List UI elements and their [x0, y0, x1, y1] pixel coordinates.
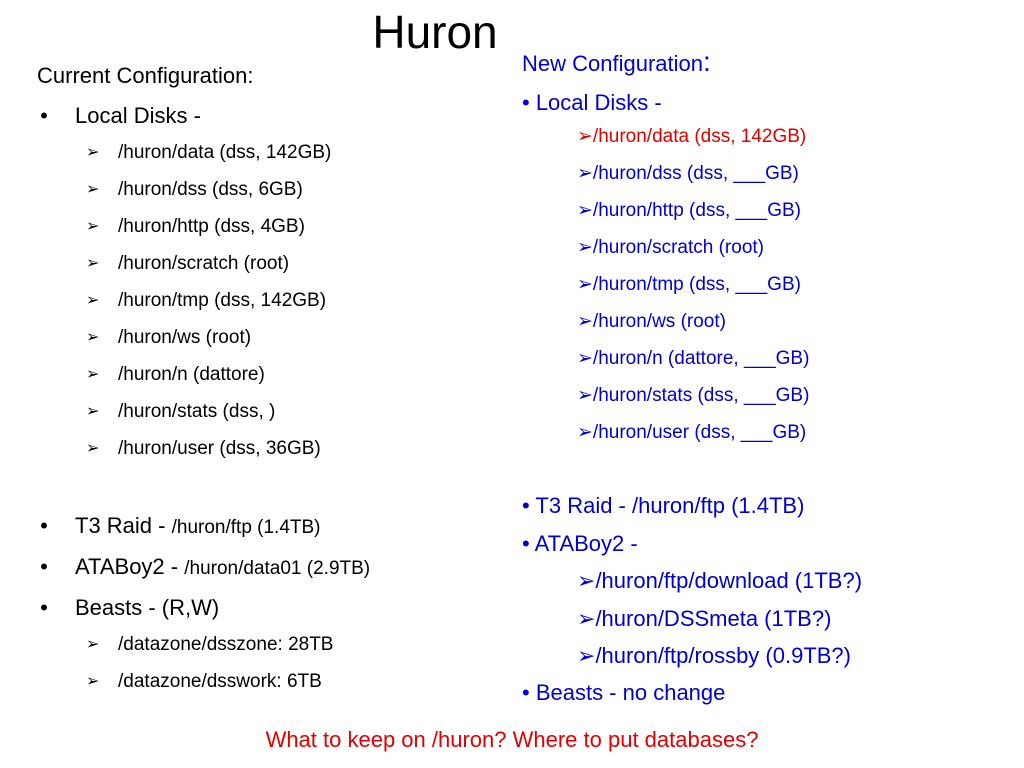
arrow-bullet-icon: ➢: [577, 163, 593, 184]
arrow-bullet-icon: ➢: [577, 348, 593, 369]
right-disk-item: ➢/huron/scratch (root): [577, 237, 764, 258]
arrow-bullet-icon: ➢: [577, 568, 596, 593]
arrow-bullet-icon: ➢: [577, 385, 593, 406]
arrow-bullet-icon: ➢: [86, 636, 100, 653]
new-config-heading: [522, 44, 711, 82]
right-ataboy-subitem: ➢/huron/DSSmeta (1TB?): [577, 606, 832, 631]
right-disk-item: ➢/huron/http (dss, ___GB): [577, 200, 801, 221]
left-ataboy-label: ATABoy2 -: [75, 554, 179, 579]
arrow-bullet-icon: ➢: [577, 126, 593, 147]
arrow-bullet-icon: ➢: [577, 422, 593, 443]
slide-title: Huron: [372, 6, 498, 58]
arrow-bullet-icon: ➢: [577, 237, 593, 258]
arrow-bullet-icon: ➢: [86, 255, 100, 272]
left-t3-label: T3 Raid -: [75, 513, 166, 538]
footer-question: What to keep on /huron? Where to put databases?: [265, 727, 759, 752]
bullet-icon: •: [40, 554, 48, 579]
bullet-icon: •: [40, 103, 48, 128]
right-disk-item: ➢/huron/data (dss, 142GB): [577, 126, 807, 147]
arrow-bullet-icon: ➢: [86, 673, 100, 690]
arrow-bullet-icon: ➢: [86, 440, 100, 457]
left-beasts-label: Beasts - (R,W): [75, 595, 220, 620]
left-t3-value: /huron/ftp (1.4TB): [171, 517, 321, 538]
right-disk-item: ➢/huron/tmp (dss, ___GB): [577, 274, 801, 295]
arrow-bullet-icon: ➢: [577, 200, 593, 221]
right-ataboy-subitem: ➢/huron/ftp/rossby (0.9TB?): [577, 643, 851, 668]
arrow-bullet-icon: ➢: [577, 311, 593, 332]
arrow-bullet-icon: ➢: [86, 403, 100, 420]
bullet-icon: •: [40, 595, 48, 620]
left-ataboy-value: /huron/data01 (2.9TB): [184, 558, 371, 579]
right-local-disks-label: • Local Disks -: [522, 90, 662, 115]
right-t3-raid-item: • T3 Raid - /huron/ftp (1.4TB): [522, 493, 805, 518]
right-disk-item: ➢/huron/user (dss, ___GB): [577, 422, 807, 443]
right-disk-item: ➢/huron/ws (root): [577, 311, 726, 332]
right-disk-item: ➢/huron/stats (dss, ___GB): [577, 385, 810, 406]
right-beasts-item: • Beasts - no change: [522, 680, 726, 705]
arrow-bullet-icon: ➢: [86, 366, 100, 383]
right-disk-item: ➢/huron/n (dattore, ___GB): [577, 348, 810, 369]
arrow-bullet-icon: ➢: [86, 329, 100, 346]
arrow-bullet-icon: ➢: [577, 606, 596, 631]
arrow-bullet-icon: ➢: [86, 181, 100, 198]
right-disk-item: ➢/huron/dss (dss, ___GB): [577, 163, 799, 184]
arrow-bullet-icon: ➢: [577, 643, 596, 668]
arrow-bullet-icon: ➢: [86, 218, 100, 235]
left-local-disks-label: Local Disks -: [75, 103, 201, 128]
arrow-bullet-icon: ➢: [86, 292, 100, 309]
new-config-heading-colon: :: [702, 46, 711, 77]
arrow-bullet-icon: ➢: [577, 274, 593, 295]
right-ataboy-item: • ATABoy2 -: [522, 531, 638, 556]
current-config-heading: Current Configuration:: [37, 63, 254, 88]
right-ataboy-subitem: ➢/huron/ftp/download (1TB?): [577, 568, 863, 593]
bullet-icon: •: [40, 513, 48, 538]
new-config-heading-text: New Configuration: [522, 51, 703, 76]
arrow-bullet-icon: ➢: [86, 144, 100, 161]
